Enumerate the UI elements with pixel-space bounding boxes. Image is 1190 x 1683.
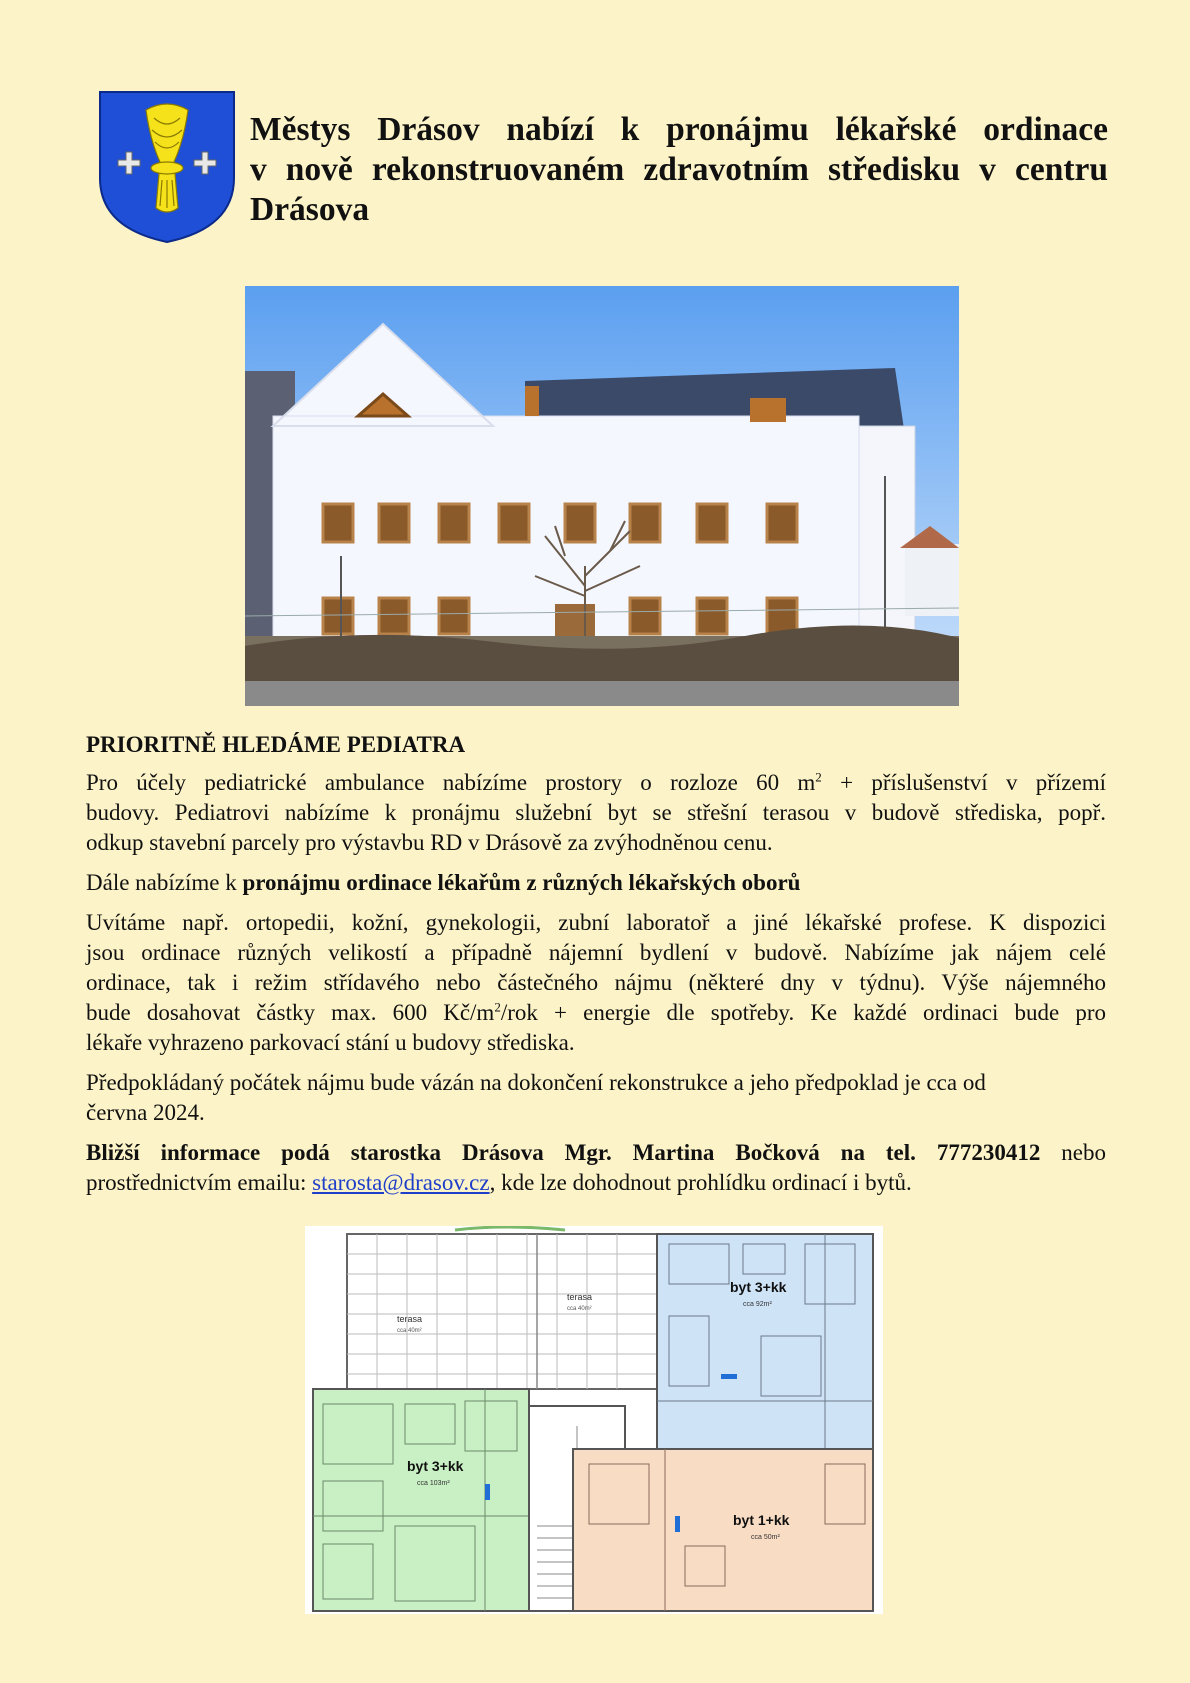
p3-line-3: ordinace, tak i režim střídavého nebo částečného nájmu (některé dny v týdnu). Výše nájemného <box>86 970 1106 995</box>
p2-text-pre: Dále nabízíme k <box>86 870 243 895</box>
p4-line-1: Předpokládaný počátek nájmu bude vázán na dokončení rekonstrukce a jeho předpoklad je cca od <box>86 1070 986 1095</box>
title-line-3: Drásova <box>250 191 370 228</box>
email-link[interactable]: starosta@drasov.cz <box>312 1170 490 1195</box>
paragraph-contact <box>86 1138 1106 1198</box>
building-photo <box>245 286 959 706</box>
flat-blue-area: cca 92m² <box>743 1301 772 1308</box>
flat-green-area: cca 103m² <box>417 1480 450 1487</box>
flat-blue <box>657 1234 873 1449</box>
p5-line-1 <box>86 1138 1106 1168</box>
flat-green <box>313 1389 529 1611</box>
terrace-right-area: cca 40m² <box>567 1306 592 1312</box>
terrace-left-label: terasa <box>397 1314 423 1324</box>
p1-text-pre: Pro účely pediatrické ambulance nabízíme prostory o rozloze 60 m <box>86 770 816 795</box>
flat-peach <box>573 1449 873 1611</box>
section-heading: PRIORITNĚ HLEDÁME PEDIATRA <box>86 732 466 757</box>
p1-text-post: + příslušenství v přízemí <box>821 770 1107 795</box>
p1-line-1 <box>86 768 1106 798</box>
municipal-crest-icon <box>98 90 236 244</box>
floor-plan <box>305 1226 883 1614</box>
terrace-right-label: terasa <box>567 1292 593 1302</box>
main-content <box>86 730 1106 1208</box>
p5-line-2-pre: prostřednictvím emailu: <box>86 1170 313 1195</box>
p1-line-2: budovy. Pediatrovi nabízíme k pronájmu služební byt se střešní terasou v budově střediska, popř. <box>86 800 1106 825</box>
paragraph-details <box>86 908 1106 1058</box>
p3-line-1: Uvítáme např. ortopedii, kožní, gynekologii, zubní laboratoř a jiné lékařské profese. K dispozici <box>86 910 1106 935</box>
flat-peach-label: byt 1+kk <box>733 1512 790 1528</box>
flat-blue-label: byt 3+kk <box>730 1279 787 1295</box>
p2-text-bold: pronájmu ordinace lékařům z různých lékařských oborů <box>242 870 801 895</box>
paragraph-pediatrics <box>86 768 1106 858</box>
p4-line-2: června 2024. <box>86 1100 205 1125</box>
p3-line-4-post: /rok + energie dle spotřeby. Ke každé ordinaci bude pro <box>500 1000 1107 1025</box>
paragraph-offer <box>86 868 1106 898</box>
terrace-left-area: cca 40m² <box>397 1328 422 1334</box>
p3-line-5: lékaře vyhrazeno parkovací stání u budovy střediska. <box>86 1030 575 1055</box>
p3-line-4-pre: bude dosahovat částky max. 600 Kč/m <box>86 1000 495 1025</box>
p1-line-3: odkup stavební parcely pro výstavbu RD v Drásově za zvýhodněnou cenu. <box>86 830 773 855</box>
flat-peach-area: cca 50m² <box>751 1534 780 1541</box>
p3-line-4 <box>86 998 1106 1028</box>
paragraph-start-date <box>86 1068 1106 1128</box>
p5-after-bold: nebo <box>1040 1140 1106 1165</box>
page-title <box>250 110 1108 230</box>
title-line-1: Městys Drásov nabízí k pronájmu lékařské ordinace <box>250 111 1108 148</box>
title-line-2: v nově rekonstruovaném zdravotním středisku v centru <box>250 151 1108 188</box>
terrace-area <box>347 1227 657 1389</box>
p5-bold: Bližší informace podá starostka Drásova Mgr. Martina Bočková na tel. 777230412 <box>86 1140 1041 1165</box>
p1-sup: 2 <box>815 769 822 785</box>
p5-line-2 <box>86 1168 1106 1198</box>
p5-line-2-post: , kde lze dohodnout prohlídku ordinací i bytů. <box>489 1170 912 1195</box>
p3-sup: 2 <box>494 999 501 1015</box>
p3-line-2: jsou ordinace různých velikostí a případně nájemní bydlení v budově. Nabízíme jak nájem celé <box>86 940 1106 965</box>
flat-green-label: byt 3+kk <box>407 1458 464 1474</box>
